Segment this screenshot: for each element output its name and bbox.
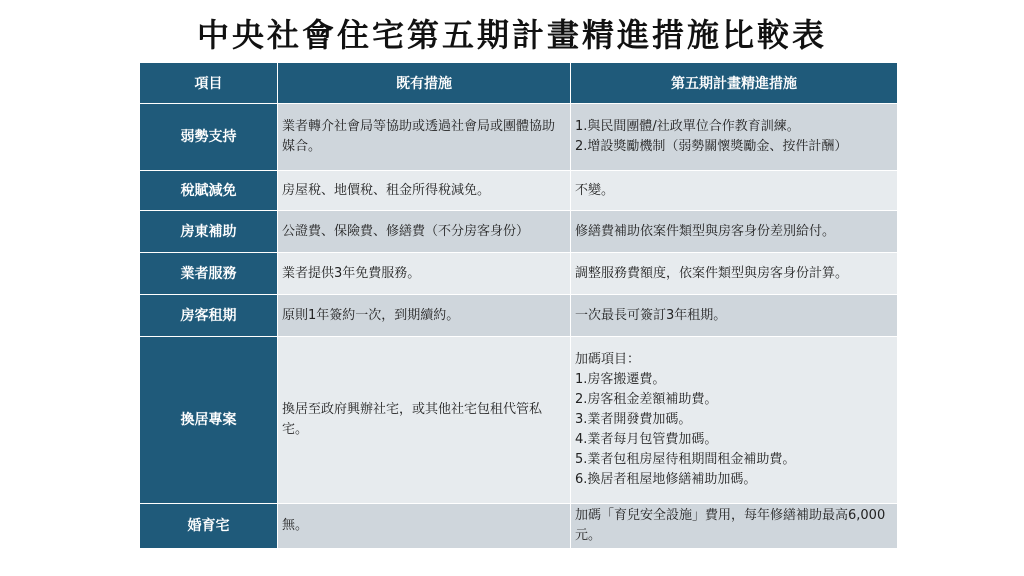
row-label: 換居專案	[140, 337, 278, 504]
header-new: 第五期計畫精進措施	[571, 63, 898, 104]
new-cell	[571, 337, 898, 504]
row-label: 房東補助	[140, 211, 278, 253]
comparison-table	[139, 62, 898, 549]
row-label: 稅賦減免	[140, 171, 278, 211]
existing-cell: 公證費、保險費、修繕費（不分房客身份）	[278, 211, 571, 253]
new-cell: 一次最長可簽訂3年租期。	[571, 295, 898, 337]
new-line: 5.業者包租房屋待租期間租金補助費。	[575, 452, 796, 467]
new-cell: 不變。	[571, 171, 898, 211]
existing-cell: 房屋稅、地價稅、租金所得稅減免。	[278, 171, 571, 211]
page-title: 中央社會住宅第五期計畫精進措施比較表	[196, 16, 827, 54]
table-header-row	[140, 63, 898, 104]
new-line: 加碼項目：	[575, 352, 641, 367]
existing-cell: 換居至政府興辦社宅，或其他社宅包租代管私宅。	[278, 337, 571, 504]
row-label: 弱勢支持	[140, 104, 278, 171]
header-item: 項目	[140, 63, 278, 104]
row-label: 業者服務	[140, 253, 278, 295]
existing-cell: 業者轉介社會局等協助或透過社會局或團體協助媒合。	[278, 104, 571, 171]
new-cell: 調整服務費額度，依案件類型與房客身份計算。	[571, 253, 898, 295]
new-cell: 修繕費補助依案件類型與房客身份差別給付。	[571, 211, 898, 253]
table-row	[140, 171, 898, 211]
header-existing: 既有措施	[278, 63, 571, 104]
row-label: 婚育宅	[140, 504, 278, 549]
table-row	[140, 504, 898, 549]
table-row	[140, 295, 898, 337]
table-row	[140, 104, 898, 171]
existing-cell: 無。	[278, 504, 571, 549]
new-line: 1.房客搬遷費。	[575, 372, 666, 387]
table-row	[140, 253, 898, 295]
existing-cell: 業者提供3年免費服務。	[278, 253, 571, 295]
new-line: 2.增設獎勵機制（弱勢關懷獎勵金、按件計酬）	[575, 139, 848, 154]
new-cell	[571, 104, 898, 171]
table-row	[140, 211, 898, 253]
new-line: 1.與民間團體/社政單位合作教育訓練。	[575, 119, 800, 134]
new-line: 2.房客租金差額補助費。	[575, 392, 718, 407]
row-label: 房客租期	[140, 295, 278, 337]
new-line: 6.換居者租屋地修繕補助加碼。	[575, 472, 757, 487]
existing-cell: 原則1年簽約一次，到期續約。	[278, 295, 571, 337]
new-line: 3.業者開發費加碼。	[575, 412, 692, 427]
new-line: 4.業者每月包管費加碼。	[575, 432, 718, 447]
new-cell: 加碼「育兒安全設施」費用，每年修繕補助最高6,000元。	[571, 504, 898, 549]
table-row	[140, 337, 898, 504]
